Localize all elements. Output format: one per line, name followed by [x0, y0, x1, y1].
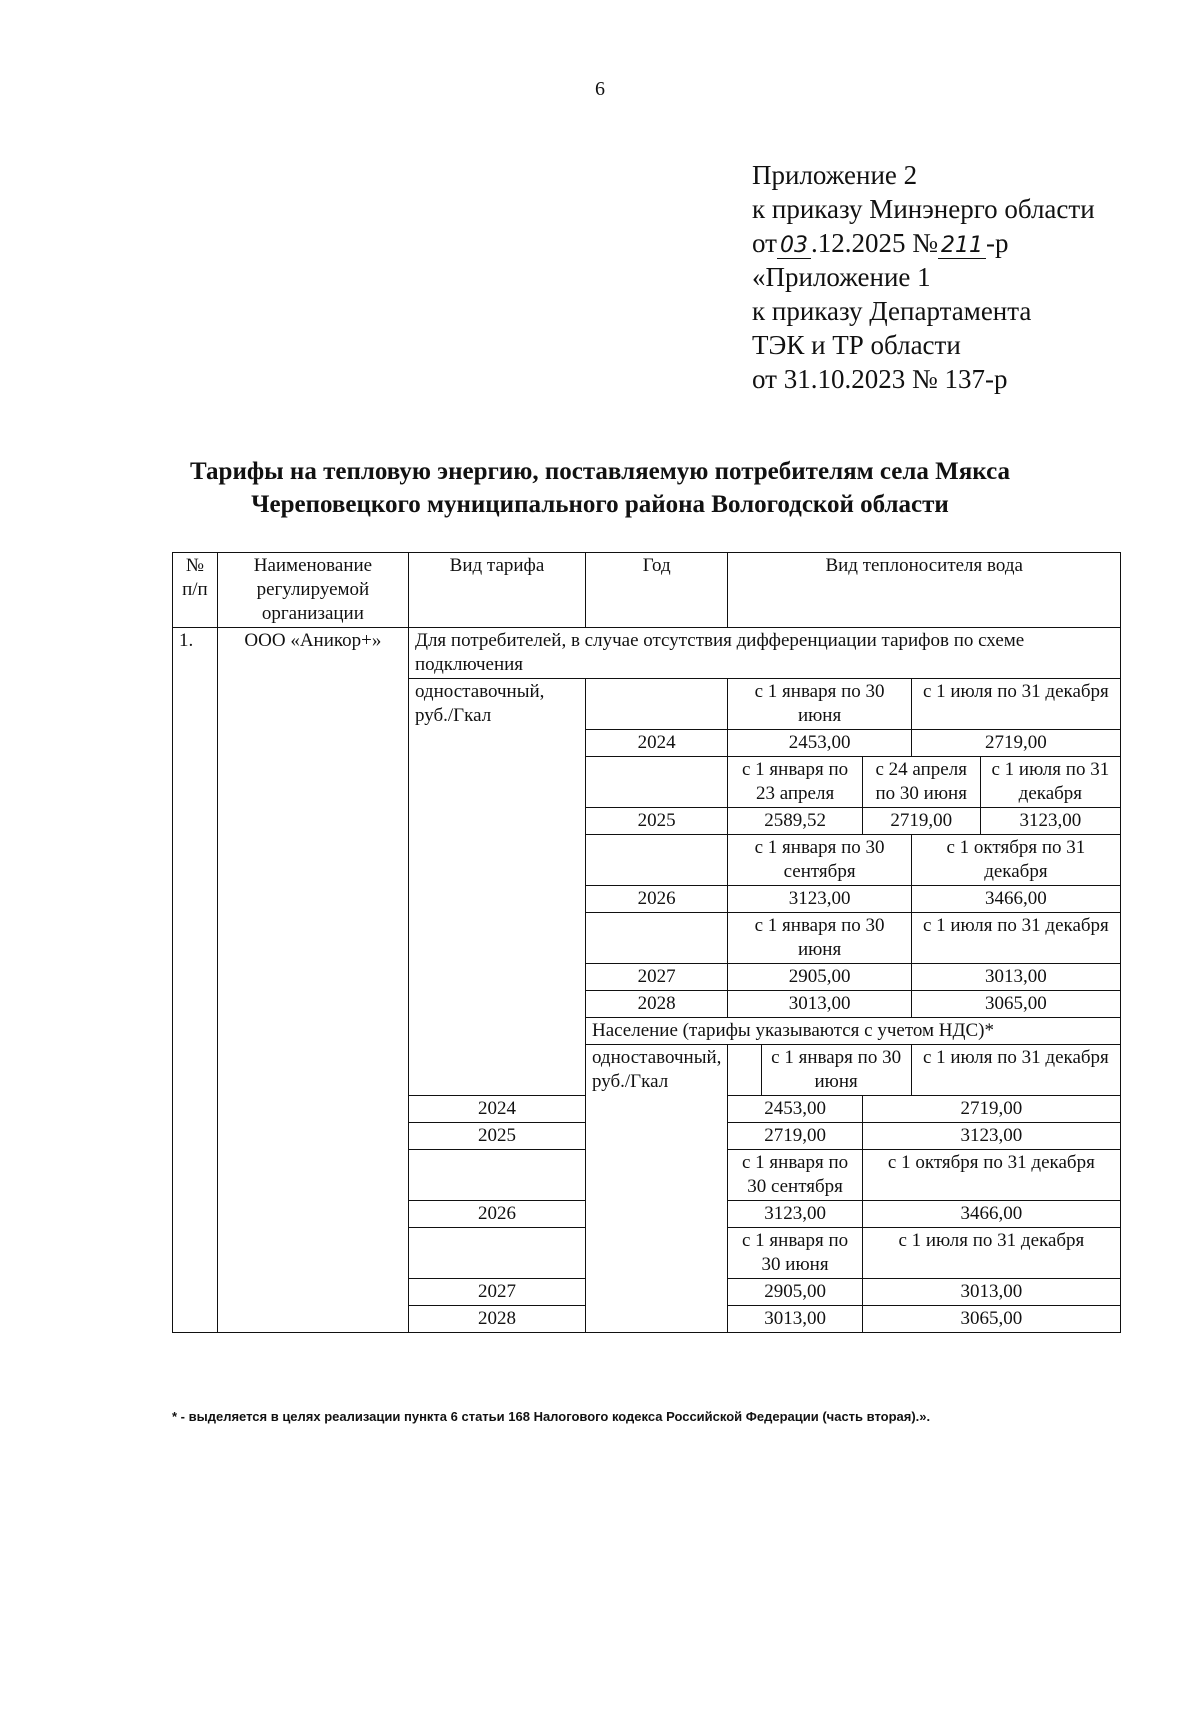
document-title [0, 455, 1200, 521]
year-cell: 2025 [585, 808, 727, 835]
appendix-line: к приказу Департамента [752, 296, 1032, 326]
period-cell: с 1 июля по 31 декабря [911, 913, 1120, 964]
year-cell: 2027 [408, 1279, 585, 1306]
period-cell: с 1 января по 23 апреля [728, 757, 862, 808]
value-cell: 2719,00 [862, 808, 980, 835]
value-cell: 3123,00 [728, 886, 911, 913]
header-year: Год [585, 553, 727, 628]
value-cell: 2905,00 [728, 1279, 862, 1306]
period-cell: с 1 октября по 31 декабря [862, 1150, 1120, 1201]
year-cell: 2028 [408, 1306, 585, 1333]
appendix-date-line [752, 226, 1095, 260]
header-tariff-type: Вид тарифа [408, 553, 585, 628]
year-cell: 2024 [408, 1096, 585, 1123]
year-cell-empty [585, 835, 727, 886]
value-cell: 3065,00 [862, 1306, 1120, 1333]
period-cell: с 1 июля по 31 декабря [980, 757, 1120, 808]
value-cell: 3065,00 [911, 991, 1120, 1018]
year-cell-empty [585, 757, 727, 808]
title-line: Череповецкого муниципального района Вологодской области [251, 491, 949, 518]
year-cell: 2027 [585, 964, 727, 991]
year-cell: 2025 [408, 1123, 585, 1150]
year-cell: 2028 [585, 991, 727, 1018]
footnote: * - выделяется в целях реализации пункта 6 статьи 168 Налогового кодекса Российской Федерации (часть вторая).». [172, 1409, 931, 1424]
period-cell: с 1 января по 30 июня [761, 1045, 911, 1096]
header-carrier: Вид теплоносителя вода [728, 553, 1121, 628]
value-cell: 2453,00 [728, 730, 911, 757]
period-cell: с 24 апреля по 30 июня [862, 757, 980, 808]
year-cell-empty [408, 1150, 585, 1201]
appendix-line: к приказу Минэнерго области [752, 194, 1095, 224]
header-org: Наименование регулируемой организации [217, 553, 408, 628]
period-cell: с 1 июля по 31 декабря [911, 1045, 1120, 1096]
row-number: 1. [173, 628, 218, 1333]
period-cell: с 1 января по 30 июня [728, 913, 911, 964]
table-row [173, 628, 1121, 679]
tariff-type: одноставочный, руб./Гкал [408, 679, 585, 1096]
value-cell: 2905,00 [728, 964, 911, 991]
tariff-table [172, 552, 1121, 1333]
period-cell: с 1 июля по 31 декабря [911, 679, 1120, 730]
appendix-line: от 31.10.2023 № 137-р [752, 364, 1008, 394]
period-cell: с 1 июля по 31 декабря [862, 1228, 1120, 1279]
section-heading: Население (тарифы указываются с учетом НДС)* [585, 1018, 1120, 1045]
period-cell: с 1 января по 30 сентября [728, 1150, 862, 1201]
header-num: № п/п [173, 553, 218, 628]
value-cell: 3123,00 [980, 808, 1120, 835]
value-cell: 3466,00 [862, 1201, 1120, 1228]
value-cell: 3123,00 [728, 1201, 862, 1228]
date-prefix: от [752, 228, 777, 258]
value-cell: 2589,52 [728, 808, 862, 835]
value-cell: 3013,00 [862, 1279, 1120, 1306]
section-heading: Для потребителей, в случае отсутствия дифференциации тарифов по схеме подключения [408, 628, 1120, 679]
value-cell: 3013,00 [728, 1306, 862, 1333]
value-cell: 2453,00 [728, 1096, 862, 1123]
value-cell: 2719,00 [728, 1123, 862, 1150]
tariff-type: одноставочный, руб./Гкал [585, 1045, 727, 1333]
handwritten-order-number: 211 [938, 234, 986, 259]
date-suffix: -р [985, 228, 1009, 258]
value-cell: 2719,00 [911, 730, 1120, 757]
value-cell: 3013,00 [728, 991, 911, 1018]
date-mid: .12.2025 № [810, 228, 938, 258]
year-cell: 2024 [585, 730, 727, 757]
year-cell-empty [585, 679, 727, 730]
appendix-line: ТЭК и ТР области [752, 330, 961, 360]
value-cell: 3466,00 [911, 886, 1120, 913]
period-cell: с 1 октября по 31 декабря [911, 835, 1120, 886]
value-cell: 2719,00 [862, 1096, 1120, 1123]
year-cell-empty [728, 1045, 761, 1096]
year-cell-empty [585, 913, 727, 964]
period-cell: с 1 января по 30 июня [728, 679, 911, 730]
period-cell: с 1 января по 30 сентября [728, 835, 911, 886]
title-line: Тарифы на тепловую энергию, поставляемую потребителям села Мякса [190, 458, 1010, 485]
appendix-header [752, 158, 1095, 396]
year-cell: 2026 [408, 1201, 585, 1228]
year-cell-empty [408, 1228, 585, 1279]
value-cell: 3123,00 [862, 1123, 1120, 1150]
year-cell: 2026 [585, 886, 727, 913]
appendix-line: «Приложение 1 [752, 262, 931, 292]
period-cell: с 1 января по 30 июня [728, 1228, 862, 1279]
appendix-line: Приложение 2 [752, 160, 918, 190]
handwritten-day: 03 [777, 234, 811, 259]
value-cell: 3013,00 [911, 964, 1120, 991]
page-number: 6 [595, 78, 605, 100]
table-header-row [173, 553, 1121, 628]
org-name: ООО «Аникор+» [217, 628, 408, 1333]
